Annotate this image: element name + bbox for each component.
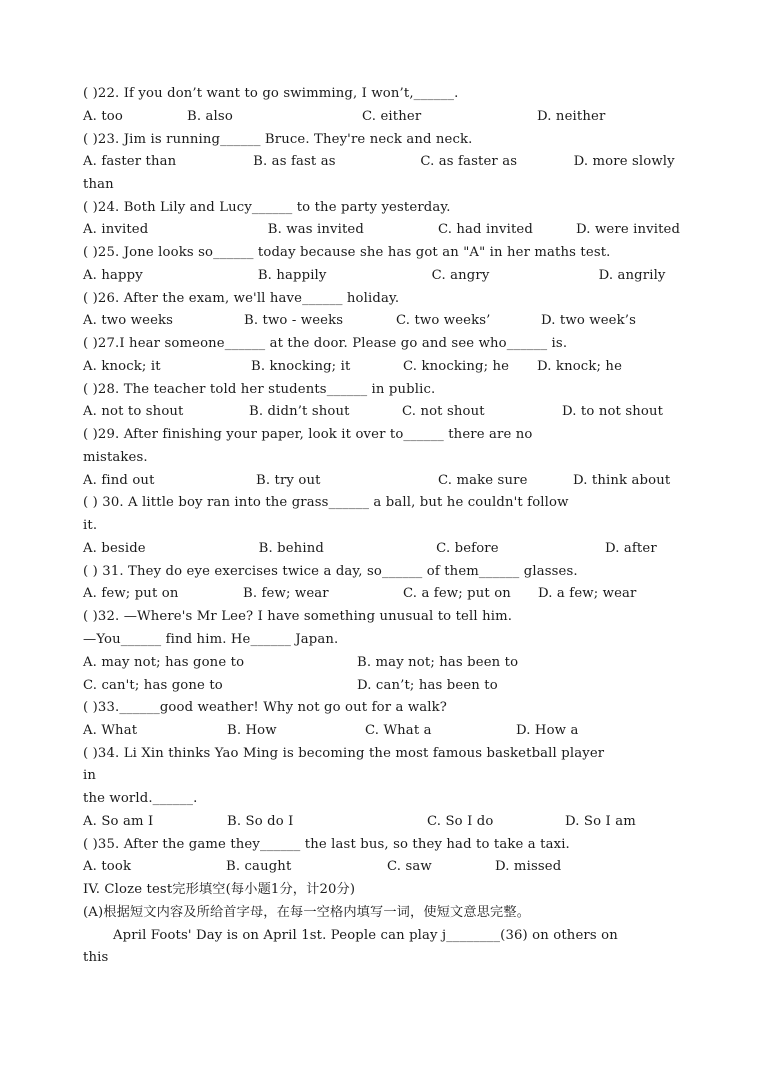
answer-option: A. two weeks [83, 313, 174, 328]
answer-option: A. faster than [83, 154, 177, 169]
answer-option: B. try out [256, 473, 321, 488]
answer-options-row [83, 472, 683, 490]
answer-option: A. too [83, 109, 123, 124]
answer-options-row [83, 858, 683, 876]
text-line: mistakes. [83, 450, 148, 465]
answer-option: D. after [604, 541, 657, 556]
answer-option: D. can’t; has been to [357, 678, 498, 693]
text-line: ( )33.______good weather! Why not go out for a walk? [83, 700, 448, 715]
answer-option: C. before [436, 541, 499, 556]
answer-option: D. a few; wear [538, 586, 637, 601]
answer-option: B. didn’t shout [249, 404, 350, 419]
answer-option: B. also [187, 109, 233, 124]
answer-option: D. neither [537, 109, 606, 124]
answer-option: B. How [227, 723, 277, 738]
text-line: than [83, 177, 114, 192]
answer-options-row [83, 403, 683, 421]
text-line: ( )22. If you don’t want to go swimming, I won’t,______. [83, 86, 459, 101]
answer-option: C. either [362, 109, 422, 124]
text-line: ( )34. Li Xin thinks Yao Ming is becoming the most famous basketball player [83, 746, 605, 761]
answer-option: B. So do I [227, 814, 294, 829]
answer-option: B. two - weeks [244, 313, 344, 328]
answer-option: B. behind [258, 541, 324, 556]
answer-option: C. make sure [438, 473, 528, 488]
answer-option: D. more slowly [573, 154, 675, 169]
text-line: ( )29. After finishing your paper, look it over to______ there are no [83, 427, 533, 442]
answer-option: B. caught [226, 859, 292, 874]
answer-option: D. knock; he [537, 359, 623, 374]
text-line: ( ) 31. They do eye exercises twice a day, so______ of them______ glasses. [83, 564, 578, 579]
answer-options-row [83, 153, 683, 171]
answer-option: B. as fast as [253, 154, 336, 169]
answer-option: C. saw [387, 859, 432, 874]
answer-options-row [83, 813, 683, 831]
text-line: ( )35. After the game they______ the last bus, so they had to take a taxi. [83, 837, 570, 852]
answer-option: D. to not shout [562, 404, 664, 419]
answer-option: D. How a [516, 723, 579, 738]
text-line: ( )26. After the exam, we'll have______ holiday. [83, 291, 400, 306]
text-line: IV. Cloze test完形填空(每小题1分，计20分) [83, 882, 356, 897]
answer-options-row [83, 312, 683, 330]
answer-option: D. think about [573, 473, 671, 488]
text-line: ( )24. Both Lily and Lucy______ to the party yesterday. [83, 200, 451, 215]
answer-options-row [83, 358, 683, 376]
answer-options-row [83, 677, 683, 695]
answer-options-row [83, 221, 683, 239]
text-line: the world.______. [83, 791, 198, 806]
answer-option: B. may not; has been to [357, 655, 519, 670]
answer-options-row [83, 108, 683, 126]
answer-option: C. two weeks’ [396, 313, 491, 328]
text-line: April Foots' Day is on April 1st. People can play j________(36) on others on [113, 928, 618, 943]
answer-option: A. So am I [83, 814, 154, 829]
answer-option: A. took [83, 859, 132, 874]
answer-option: A. invited [83, 222, 149, 237]
answer-option: A. knock; it [83, 359, 161, 374]
answer-option: C. can't; has gone to [83, 678, 223, 693]
answer-option: A. may not; has gone to [83, 655, 245, 670]
answer-options-row [83, 540, 683, 558]
answer-option: B. knocking; it [251, 359, 351, 374]
text-line: it. [83, 518, 98, 533]
answer-option: A. What [83, 723, 138, 738]
text-line: (A)根据短文内容及所给首字母，在每一空格内填写一词，使短文意思完整。 [83, 905, 531, 920]
answer-option: C. knocking; he [403, 359, 510, 374]
answer-option: C. What a [365, 723, 432, 738]
text-line: —You______ find him. He______ Japan. [83, 632, 339, 647]
text-line: ( ) 30. A little boy ran into the grass______ a ball, but he couldn't follow [83, 495, 569, 510]
text-line: in [83, 768, 97, 783]
answer-option: A. not to shout [83, 404, 184, 419]
answer-option: D. were invited [576, 222, 681, 237]
answer-option: B. happily [257, 268, 327, 283]
answer-options-row [83, 267, 683, 285]
answer-option: C. not shout [402, 404, 485, 419]
text-line: this [83, 950, 109, 965]
answer-option: D. angrily [598, 268, 666, 283]
text-line: ( )28. The teacher told her students______ in public. [83, 382, 436, 397]
text-line: ( )27.I hear someone______ at the door. Please go and see who______ is. [83, 336, 568, 351]
text-line: ( )25. Jone looks so______ today because she has got an "A" in her maths test. [83, 245, 611, 260]
answer-option: B. was invited [267, 222, 364, 237]
answer-option: D. two week’s [541, 313, 637, 328]
answer-option: D. So I am [565, 814, 636, 829]
text-line: ( )32. —Where's Mr Lee? I have something unusual to tell him. [83, 609, 513, 624]
answer-option: C. So I do [427, 814, 494, 829]
text-line: ( )23. Jim is running______ Bruce. They're neck and neck. [83, 132, 473, 147]
answer-option: B. few; wear [243, 586, 329, 601]
answer-option: C. as faster as [420, 154, 518, 169]
answer-options-row [83, 585, 683, 603]
answer-option: A. happy [83, 268, 143, 283]
answer-option: C. angry [431, 268, 490, 283]
answer-options-row [83, 722, 683, 740]
answer-option: D. missed [495, 859, 562, 874]
answer-option: C. a few; put on [403, 586, 511, 601]
answer-option: A. beside [83, 541, 146, 556]
answer-option: C. had invited [437, 222, 533, 237]
answer-option: A. find out [83, 473, 155, 488]
answer-option: A. few; put on [83, 586, 179, 601]
answer-options-row [83, 654, 683, 672]
